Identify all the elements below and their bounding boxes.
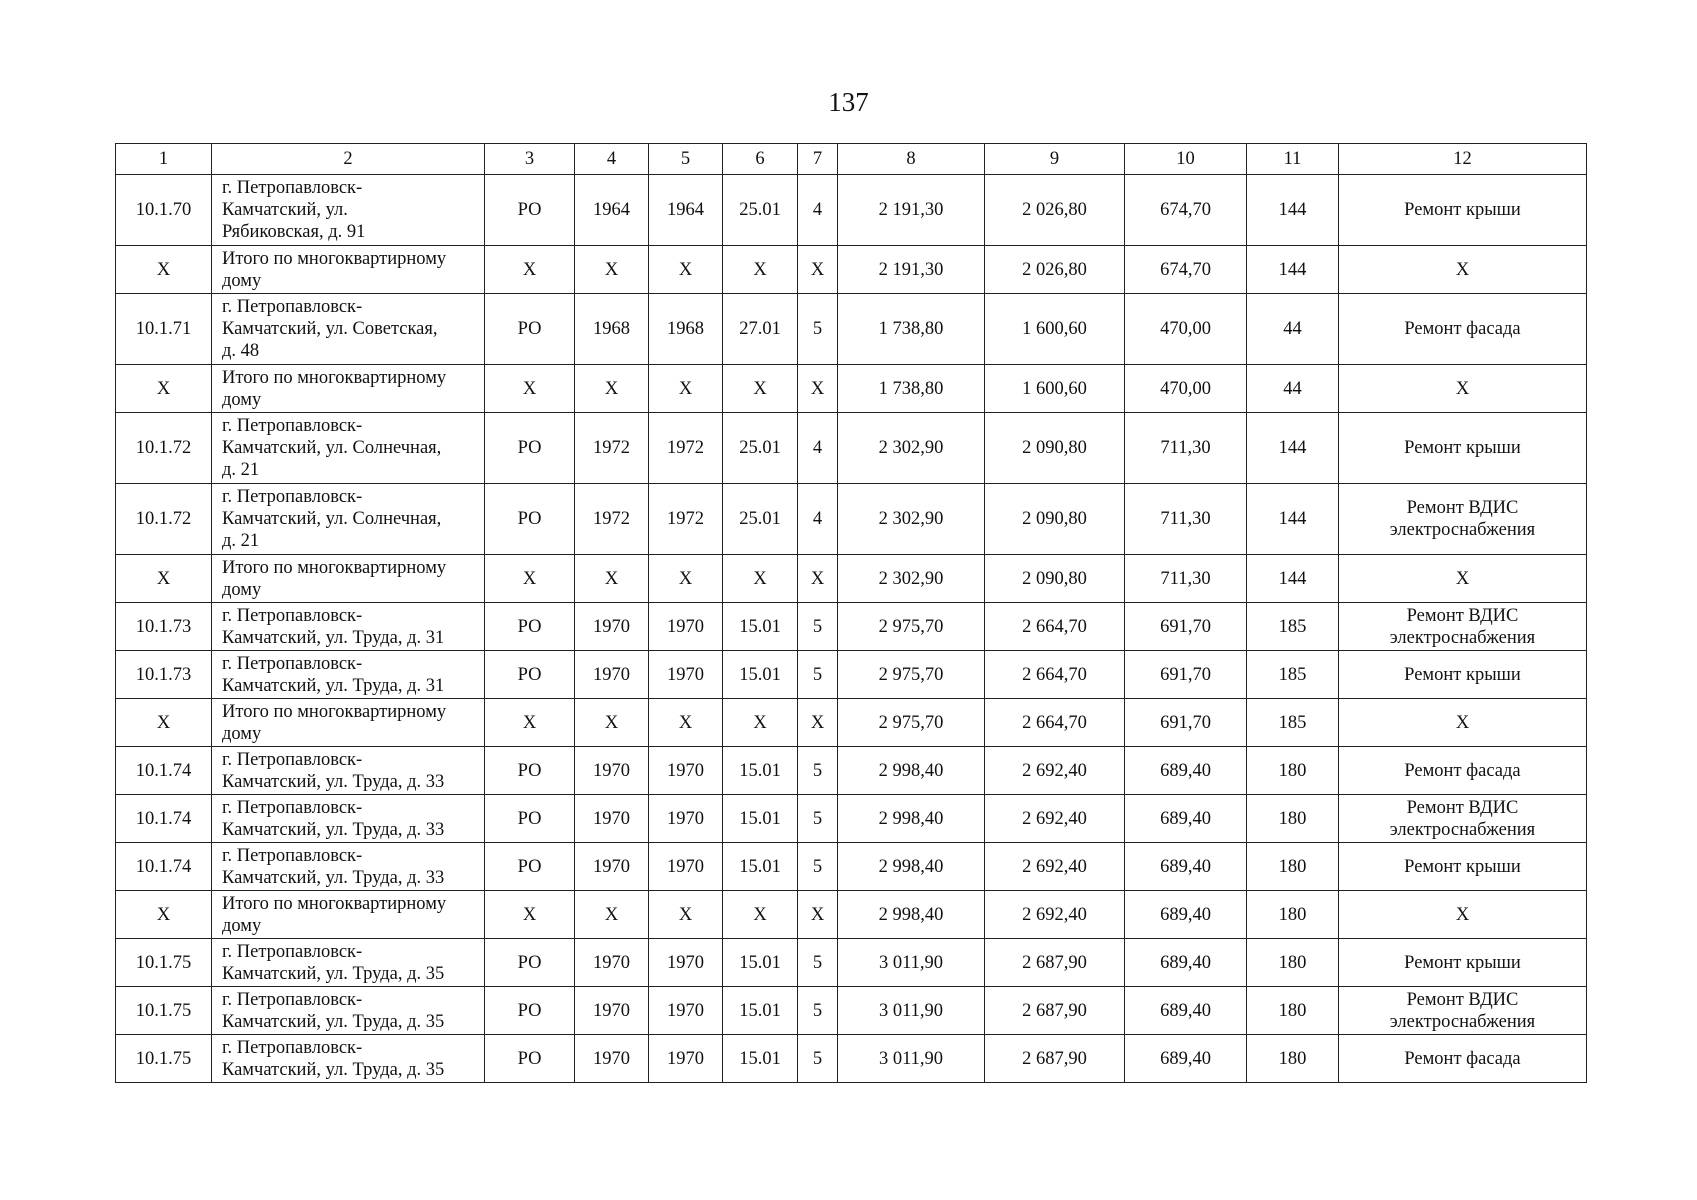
cell-code: 15.01 (723, 1035, 798, 1083)
table-row (116, 1035, 1587, 1083)
cell-total-area: 1 738,80 (838, 294, 985, 365)
cell-residents: 180 (1247, 939, 1339, 987)
text-line: Камчатский, ул. Труда, д. 33 (222, 819, 445, 840)
cell-year-commissioned: 1972 (649, 484, 723, 555)
cell-year-commissioned: Х (649, 891, 723, 939)
cell-work-type (1339, 939, 1587, 987)
table-row (116, 603, 1587, 651)
cell-number: Х (116, 365, 212, 413)
cell-total-area: 1 738,80 (838, 365, 985, 413)
table-row (116, 699, 1587, 747)
cell-living-area: 2 692,40 (985, 891, 1125, 939)
text-line: Камчатский, ул. Труда, д. 33 (222, 771, 445, 792)
cell-residents: 180 (1247, 1035, 1339, 1083)
cell-total-area: 2 975,70 (838, 699, 985, 747)
text-line: электроснабжения (1389, 627, 1536, 648)
cell-code: 15.01 (723, 651, 798, 699)
cell-code: 25.01 (723, 484, 798, 555)
cell-number: 10.1.72 (116, 413, 212, 484)
cell-year-built: 1970 (575, 603, 649, 651)
text-line: Ремонт ВДИС (1406, 989, 1519, 1010)
cell-year-commissioned: 1968 (649, 294, 723, 365)
cell-year-built: 1970 (575, 939, 649, 987)
cell-area: 689,40 (1125, 795, 1247, 843)
column-header: 1 (116, 144, 212, 175)
cell-code: 27.01 (723, 294, 798, 365)
text-line: г. Петропавловск- (222, 845, 363, 866)
cell-work-type (1339, 699, 1587, 747)
cell-work-type (1339, 484, 1587, 555)
text-line: Ремонт фасада (1404, 319, 1521, 339)
cell-floors: Х (798, 365, 838, 413)
cell-work-type (1339, 747, 1587, 795)
cell-residents: 180 (1247, 747, 1339, 795)
column-header: 9 (985, 144, 1125, 175)
text-line: Итого по многоквартирному (222, 367, 447, 388)
cell-living-area: 2 090,80 (985, 555, 1125, 603)
cell-code: 15.01 (723, 843, 798, 891)
cell-year-built: 1970 (575, 651, 649, 699)
cell-code: Х (723, 555, 798, 603)
cell-type: РО (485, 1035, 575, 1083)
text-line: Камчатский, ул. Солнечная, (222, 509, 442, 529)
cell-work-type (1339, 651, 1587, 699)
cell-total-area: 2 998,40 (838, 843, 985, 891)
cell-area: 689,40 (1125, 843, 1247, 891)
cell-year-built: Х (575, 555, 649, 603)
cell-year-commissioned: 1964 (649, 175, 723, 246)
column-header: 5 (649, 144, 723, 175)
cell-living-area: 2 664,70 (985, 699, 1125, 747)
cell-code: Х (723, 891, 798, 939)
text-line: Х (1455, 712, 1470, 733)
text-line: г. Петропавловск- (222, 297, 363, 317)
cell-work-type (1339, 365, 1587, 413)
cell-type: РО (485, 175, 575, 246)
cell-floors: 4 (798, 484, 838, 555)
text-line: Х (1455, 568, 1470, 589)
text-line: Х (1455, 904, 1470, 925)
cell-year-built: 1970 (575, 1035, 649, 1083)
cell-residents: 44 (1247, 294, 1339, 365)
cell-residents: 144 (1247, 413, 1339, 484)
cell-address (212, 795, 485, 843)
table-row (116, 175, 1587, 246)
cell-address (212, 747, 485, 795)
cell-year-commissioned: 1970 (649, 939, 723, 987)
cell-code: 15.01 (723, 987, 798, 1035)
cell-type: Х (485, 365, 575, 413)
column-header: 2 (212, 144, 485, 175)
cell-work-type (1339, 555, 1587, 603)
cell-code: 15.01 (723, 795, 798, 843)
cell-year-built: 1970 (575, 987, 649, 1035)
cell-residents: 180 (1247, 795, 1339, 843)
cell-area: 711,30 (1125, 413, 1247, 484)
text-line: г. Петропавловск- (222, 605, 363, 626)
cell-year-built: Х (575, 699, 649, 747)
cell-address (212, 987, 485, 1035)
cell-living-area: 2 687,90 (985, 987, 1125, 1035)
text-line: электроснабжения (1389, 1011, 1536, 1032)
text-line: Камчатский, ул. Труда, д. 35 (222, 963, 445, 984)
text-line: Камчатский, ул. Советская, (222, 319, 438, 339)
cell-floors: 5 (798, 795, 838, 843)
cell-type: РО (485, 294, 575, 365)
table-row (116, 939, 1587, 987)
cell-number: Х (116, 246, 212, 294)
cell-address (212, 1035, 485, 1083)
cell-year-built: 1972 (575, 413, 649, 484)
cell-work-type (1339, 294, 1587, 365)
cell-area: 689,40 (1125, 891, 1247, 939)
text-line: дому (222, 723, 262, 744)
cell-residents: 144 (1247, 484, 1339, 555)
cell-year-commissioned: 1970 (649, 747, 723, 795)
table-row (116, 246, 1587, 294)
text-line: Ремонт фасада (1404, 1048, 1521, 1069)
table-row (116, 365, 1587, 413)
text-line: Камчатский, ул. (222, 200, 348, 220)
cell-residents: 180 (1247, 987, 1339, 1035)
cell-address (212, 651, 485, 699)
cell-total-area: 2 998,40 (838, 891, 985, 939)
cell-residents: 185 (1247, 651, 1339, 699)
cell-year-built: 1970 (575, 747, 649, 795)
cell-area: 691,70 (1125, 699, 1247, 747)
cell-total-area: 2 975,70 (838, 603, 985, 651)
cell-floors: 5 (798, 294, 838, 365)
cell-year-commissioned: 1970 (649, 651, 723, 699)
cell-year-built: Х (575, 891, 649, 939)
cell-area: 689,40 (1125, 987, 1247, 1035)
cell-living-area: 1 600,60 (985, 294, 1125, 365)
cell-year-built: Х (575, 365, 649, 413)
cell-year-commissioned: Х (649, 699, 723, 747)
cell-code: Х (723, 699, 798, 747)
text-line: дому (222, 579, 262, 600)
cell-work-type (1339, 843, 1587, 891)
cell-number: 10.1.74 (116, 795, 212, 843)
cell-residents: 144 (1247, 246, 1339, 294)
cell-number: Х (116, 891, 212, 939)
cell-living-area: 2 692,40 (985, 843, 1125, 891)
cell-area: 470,00 (1125, 294, 1247, 365)
cell-total-area: 2 998,40 (838, 795, 985, 843)
cell-floors: 5 (798, 939, 838, 987)
cell-number: 10.1.71 (116, 294, 212, 365)
text-line: Итого по многоквартирному (222, 557, 447, 578)
cell-total-area: 2 975,70 (838, 651, 985, 699)
cell-number: 10.1.75 (116, 987, 212, 1035)
cell-code: 25.01 (723, 175, 798, 246)
cell-floors: 5 (798, 843, 838, 891)
text-line: Ремонт фасада (1404, 760, 1521, 781)
cell-area: 689,40 (1125, 1035, 1247, 1083)
cell-number: Х (116, 699, 212, 747)
cell-residents: 185 (1247, 699, 1339, 747)
cell-total-area: 3 011,90 (838, 987, 985, 1035)
cell-floors: Х (798, 555, 838, 603)
text-line: Итого по многоквартирному (222, 701, 447, 722)
table-row (116, 843, 1587, 891)
cell-living-area: 1 600,60 (985, 365, 1125, 413)
cell-floors: 4 (798, 413, 838, 484)
cell-work-type (1339, 175, 1587, 246)
text-line: Х (1455, 378, 1470, 399)
column-number-row (116, 144, 1587, 175)
text-line: д. 48 (222, 341, 260, 361)
column-header: 7 (798, 144, 838, 175)
table-row (116, 294, 1587, 365)
cell-type: РО (485, 603, 575, 651)
text-line: Ремонт крыши (1404, 200, 1521, 220)
cell-work-type (1339, 987, 1587, 1035)
text-line: г. Петропавловск- (222, 487, 363, 507)
text-line: электроснабжения (1389, 819, 1536, 840)
cell-living-area: 2 692,40 (985, 795, 1125, 843)
cell-work-type (1339, 795, 1587, 843)
cell-residents: 185 (1247, 603, 1339, 651)
cell-number: 10.1.72 (116, 484, 212, 555)
text-line: дому (222, 915, 262, 936)
cell-area: 711,30 (1125, 555, 1247, 603)
text-line: г. Петропавловск- (222, 653, 363, 674)
text-line: Итого по многоквартирному (222, 248, 447, 269)
cell-number: 10.1.70 (116, 175, 212, 246)
table-row (116, 795, 1587, 843)
cell-residents: 144 (1247, 555, 1339, 603)
cell-code: 25.01 (723, 413, 798, 484)
cell-number: Х (116, 555, 212, 603)
text-line: Камчатский, ул. Труда, д. 31 (222, 627, 445, 648)
cell-floors: Х (798, 246, 838, 294)
text-line: электроснабжения (1389, 520, 1536, 540)
cell-residents: 44 (1247, 365, 1339, 413)
cell-type: РО (485, 413, 575, 484)
cell-total-area: 2 998,40 (838, 747, 985, 795)
cell-area: 689,40 (1125, 939, 1247, 987)
text-line: Камчатский, ул. Труда, д. 31 (222, 675, 445, 696)
cell-area: 691,70 (1125, 603, 1247, 651)
text-line: Ремонт крыши (1404, 952, 1521, 973)
cell-number: 10.1.73 (116, 603, 212, 651)
table-row (116, 891, 1587, 939)
text-line: Рябиковская, д. 91 (222, 222, 366, 242)
column-header: 8 (838, 144, 985, 175)
cell-area: 711,30 (1125, 484, 1247, 555)
text-line: Ремонт крыши (1404, 438, 1521, 458)
cell-code: Х (723, 365, 798, 413)
cell-total-area: 2 302,90 (838, 413, 985, 484)
cell-type: РО (485, 843, 575, 891)
cell-living-area: 2 026,80 (985, 246, 1125, 294)
cell-address (212, 365, 485, 413)
cell-code: 15.01 (723, 747, 798, 795)
text-line: Ремонт крыши (1404, 664, 1521, 685)
cell-living-area: 2 026,80 (985, 175, 1125, 246)
cell-number: 10.1.74 (116, 747, 212, 795)
cell-code: 15.01 (723, 603, 798, 651)
cell-living-area: 2 664,70 (985, 603, 1125, 651)
cell-number: 10.1.74 (116, 843, 212, 891)
cell-living-area: 2 664,70 (985, 651, 1125, 699)
cell-year-built: 1970 (575, 795, 649, 843)
cell-work-type (1339, 891, 1587, 939)
cell-work-type (1339, 246, 1587, 294)
cell-residents: 144 (1247, 175, 1339, 246)
cell-residents: 180 (1247, 891, 1339, 939)
column-header: 12 (1339, 144, 1587, 175)
text-line: Камчатский, ул. Труда, д. 35 (222, 1059, 445, 1080)
cell-residents: 180 (1247, 843, 1339, 891)
cell-address (212, 555, 485, 603)
cell-number: 10.1.75 (116, 1035, 212, 1083)
cell-total-area: 3 011,90 (838, 1035, 985, 1083)
cell-year-commissioned: 1972 (649, 413, 723, 484)
cell-year-commissioned: 1970 (649, 843, 723, 891)
cell-number: 10.1.73 (116, 651, 212, 699)
cell-number: 10.1.75 (116, 939, 212, 987)
text-line: Ремонт ВДИС (1406, 498, 1519, 518)
column-header: 10 (1125, 144, 1247, 175)
text-line: г. Петропавловск- (222, 178, 363, 198)
cell-floors: Х (798, 891, 838, 939)
cell-year-commissioned: Х (649, 365, 723, 413)
cell-living-area: 2 687,90 (985, 1035, 1125, 1083)
cell-address (212, 413, 485, 484)
cell-type: Х (485, 891, 575, 939)
text-line: Камчатский, ул. Труда, д. 35 (222, 1011, 445, 1032)
page-number: 137 (828, 87, 869, 117)
cell-living-area: 2 692,40 (985, 747, 1125, 795)
cell-code: Х (723, 246, 798, 294)
text-line: дому (222, 389, 262, 410)
text-line: дому (222, 270, 262, 291)
cell-work-type (1339, 413, 1587, 484)
text-line: Ремонт крыши (1404, 856, 1521, 877)
cell-type: РО (485, 939, 575, 987)
cell-floors: 5 (798, 747, 838, 795)
cell-type: РО (485, 795, 575, 843)
cell-year-commissioned: 1970 (649, 795, 723, 843)
cell-year-commissioned: 1970 (649, 1035, 723, 1083)
cell-area: 691,70 (1125, 651, 1247, 699)
cell-floors: 5 (798, 1035, 838, 1083)
cell-living-area: 2 687,90 (985, 939, 1125, 987)
cell-year-commissioned: 1970 (649, 603, 723, 651)
cell-living-area: 2 090,80 (985, 413, 1125, 484)
cell-floors: 5 (798, 987, 838, 1035)
cell-total-area: 3 011,90 (838, 939, 985, 987)
cell-address (212, 484, 485, 555)
text-line: г. Петропавловск- (222, 416, 363, 436)
table-row (116, 484, 1587, 555)
cell-type: Х (485, 246, 575, 294)
table-row (116, 555, 1587, 603)
cell-year-built: 1972 (575, 484, 649, 555)
text-line: г. Петропавловск- (222, 749, 363, 770)
cell-type: Х (485, 699, 575, 747)
cell-type: РО (485, 651, 575, 699)
table-row (116, 987, 1587, 1035)
cell-year-commissioned: 1970 (649, 987, 723, 1035)
cell-area: 674,70 (1125, 175, 1247, 246)
text-line: Камчатский, ул. Труда, д. 33 (222, 867, 445, 888)
text-line: д. 21 (222, 460, 260, 480)
cell-address (212, 246, 485, 294)
column-header: 4 (575, 144, 649, 175)
cell-type: РО (485, 484, 575, 555)
register-table (115, 143, 1587, 1083)
text-line: Ремонт ВДИС (1406, 797, 1519, 818)
cell-address (212, 175, 485, 246)
cell-total-area: 2 191,30 (838, 175, 985, 246)
cell-floors: Х (798, 699, 838, 747)
text-line: д. 21 (222, 531, 260, 551)
cell-year-built: 1970 (575, 843, 649, 891)
cell-type: РО (485, 747, 575, 795)
cell-year-built: Х (575, 246, 649, 294)
cell-type: РО (485, 987, 575, 1035)
cell-type: Х (485, 555, 575, 603)
table-body (116, 144, 1587, 1083)
cell-area: 689,40 (1125, 747, 1247, 795)
cell-address (212, 891, 485, 939)
cell-work-type (1339, 1035, 1587, 1083)
cell-address (212, 939, 485, 987)
cell-year-built: 1968 (575, 294, 649, 365)
cell-total-area: 2 302,90 (838, 555, 985, 603)
text-line: Ремонт ВДИС (1406, 605, 1519, 626)
cell-floors: 5 (798, 603, 838, 651)
text-line: Х (1455, 259, 1470, 280)
cell-year-commissioned: Х (649, 246, 723, 294)
cell-living-area: 2 090,80 (985, 484, 1125, 555)
text-line: г. Петропавловск- (222, 989, 363, 1010)
cell-address (212, 843, 485, 891)
cell-address (212, 603, 485, 651)
text-line: г. Петропавловск- (222, 1037, 363, 1058)
cell-work-type (1339, 603, 1587, 651)
text-line: Итого по многоквартирному (222, 893, 447, 914)
cell-year-commissioned: Х (649, 555, 723, 603)
cell-total-area: 2 191,30 (838, 246, 985, 294)
cell-address (212, 294, 485, 365)
column-header: 6 (723, 144, 798, 175)
table-row (116, 747, 1587, 795)
cell-area: 674,70 (1125, 246, 1247, 294)
text-line: г. Петропавловск- (222, 941, 363, 962)
cell-floors: 4 (798, 175, 838, 246)
cell-total-area: 2 302,90 (838, 484, 985, 555)
cell-code: 15.01 (723, 939, 798, 987)
text-line: г. Петропавловск- (222, 797, 363, 818)
cell-year-built: 1964 (575, 175, 649, 246)
cell-floors: 5 (798, 651, 838, 699)
cell-area: 470,00 (1125, 365, 1247, 413)
cell-address (212, 699, 485, 747)
text-line: Камчатский, ул. Солнечная, (222, 438, 442, 458)
column-header: 11 (1247, 144, 1339, 175)
column-header: 3 (485, 144, 575, 175)
table-row (116, 651, 1587, 699)
table-row (116, 413, 1587, 484)
